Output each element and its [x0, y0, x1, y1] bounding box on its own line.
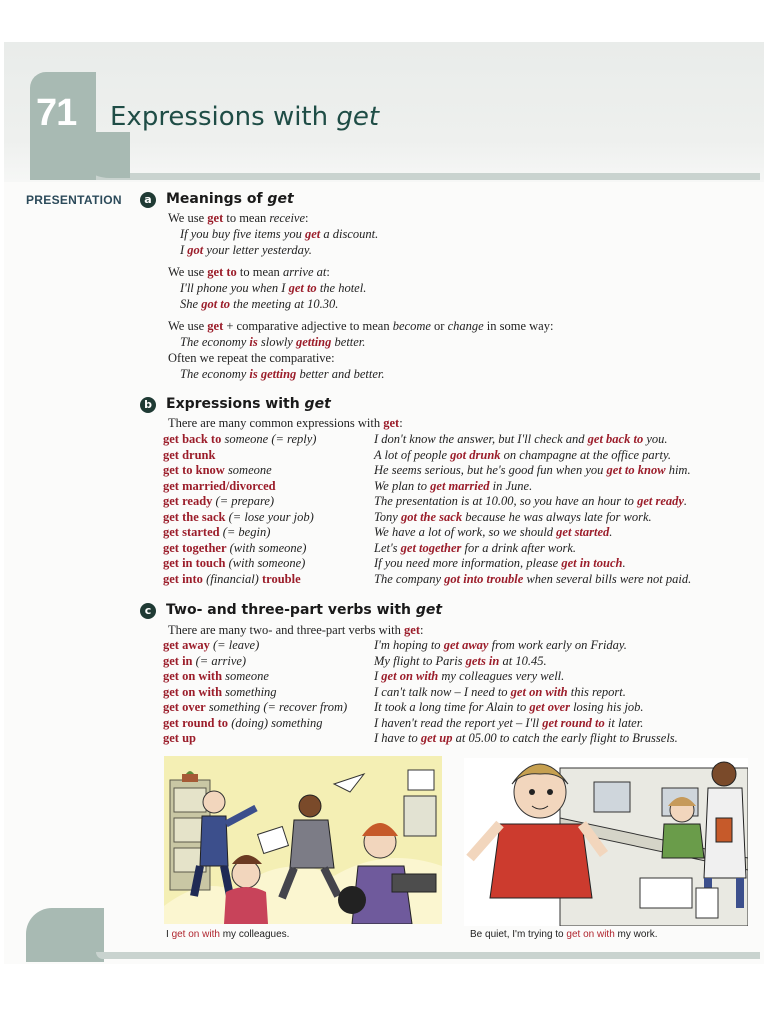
expression-example: I'm hoping to get away from work early on Friday. — [374, 638, 627, 652]
unit-title: Expressions with get — [110, 102, 380, 132]
expression-term: get on with something — [163, 684, 277, 699]
expression-term: get the sack (= lose your job) — [163, 509, 314, 524]
expression-term: get to know someone — [163, 463, 272, 477]
expression-example: The company got into trouble when several bills were not paid. — [374, 571, 692, 586]
section-b-marker: b — [140, 397, 156, 413]
header-rule — [92, 173, 760, 180]
section-a-example: I'll phone you when I get to the hotel. — [180, 281, 367, 295]
section-a-example: The economy is slowly getting better. — [180, 335, 366, 349]
expression-example: We plan to get married in June. — [374, 478, 533, 493]
presentation-label: PRESENTATION — [26, 193, 122, 207]
expression-example: I have to get up at 05.00 to catch the early flight to Brussels. — [374, 731, 678, 745]
office-colleagues-illustration — [164, 756, 442, 924]
expression-example: Let's get together for a drink after work. — [374, 540, 576, 555]
expression-example: Tony got the sack because he was always late for work. — [374, 509, 652, 524]
section-a-line: We use get to mean receive: — [168, 211, 309, 225]
cubicle-work-illustration — [464, 758, 748, 926]
expression-term: get away (= leave) — [163, 638, 260, 652]
expression-example: A lot of people got drunk on champagne at the office party. — [374, 447, 671, 462]
expression-example: He seems serious, but he's good fun when you get to know him. — [374, 463, 691, 477]
expression-term: get in touch (with someone) — [163, 556, 306, 570]
expression-term: get into (financial) trouble — [163, 571, 301, 586]
section-a-example: The economy is getting better and better. — [180, 367, 385, 381]
expression-example: I can't talk now – I need to get on with this report. — [374, 684, 626, 699]
expression-term: get round to (doing) something — [163, 715, 323, 730]
footer-rule — [96, 952, 760, 959]
expression-example: We have a lot of work, so we should get started. — [374, 525, 613, 539]
section-a-example: If you buy five items you get a discount. — [180, 227, 379, 241]
caption-right: Be quiet, I'm trying to get on with my work. — [470, 929, 658, 940]
section-a-marker: a — [140, 192, 156, 208]
section-a-example: She got to the meeting at 10.30. — [180, 297, 339, 311]
expression-term: get together (with someone) — [163, 540, 307, 555]
expression-term: get back to someone (= reply) — [163, 432, 317, 446]
section-a-line: We use get + comparative adjective to mean become or change in some way: — [168, 319, 554, 333]
expression-term: get over something (= recover from) — [163, 700, 348, 714]
section-a-example: I got your letter yesterday. — [180, 243, 312, 257]
section-a-line: Often we repeat the comparative: — [168, 351, 335, 365]
expression-example: It took a long time for Alain to get over losing his job. — [374, 700, 644, 714]
expression-term: get ready (= prepare) — [163, 494, 275, 508]
expression-term: get married/divorced — [163, 478, 276, 493]
expression-term: get started (= begin) — [163, 525, 271, 539]
expression-example: If you need more information, please get in touch. — [374, 556, 626, 570]
section-a-heading: Meanings of get — [166, 191, 294, 207]
footer-tab — [26, 908, 104, 962]
section-c-heading: Two- and three-part verbs with get — [166, 602, 443, 618]
section-b-intro: There are many common expressions with get: — [168, 416, 403, 430]
caption-left: I get on with my colleagues. — [166, 929, 290, 940]
expression-term: get up — [163, 731, 196, 745]
expression-example: The presentation is at 10.00, so you have an hour to get ready. — [374, 494, 688, 508]
expression-example: I get on with my colleagues very well. — [374, 669, 565, 683]
expression-example: I don't know the answer, but I'll check and get back to you. — [374, 432, 668, 446]
expression-term: get drunk — [163, 447, 216, 462]
section-c-marker: c — [140, 603, 156, 619]
expression-term: get on with someone — [163, 669, 269, 683]
section-b-heading: Expressions with get — [166, 396, 331, 412]
expression-example: My flight to Paris gets in at 10.45. — [374, 653, 547, 668]
expression-term: get in (= arrive) — [163, 653, 247, 668]
expression-example: I haven't read the report yet – I'll get round to it later. — [374, 715, 644, 730]
section-a-line: We use get to to mean arrive at: — [168, 265, 330, 279]
unit-number: 71 — [36, 92, 77, 134]
section-c-intro: There are many two- and three-part verbs with get: — [168, 623, 424, 637]
